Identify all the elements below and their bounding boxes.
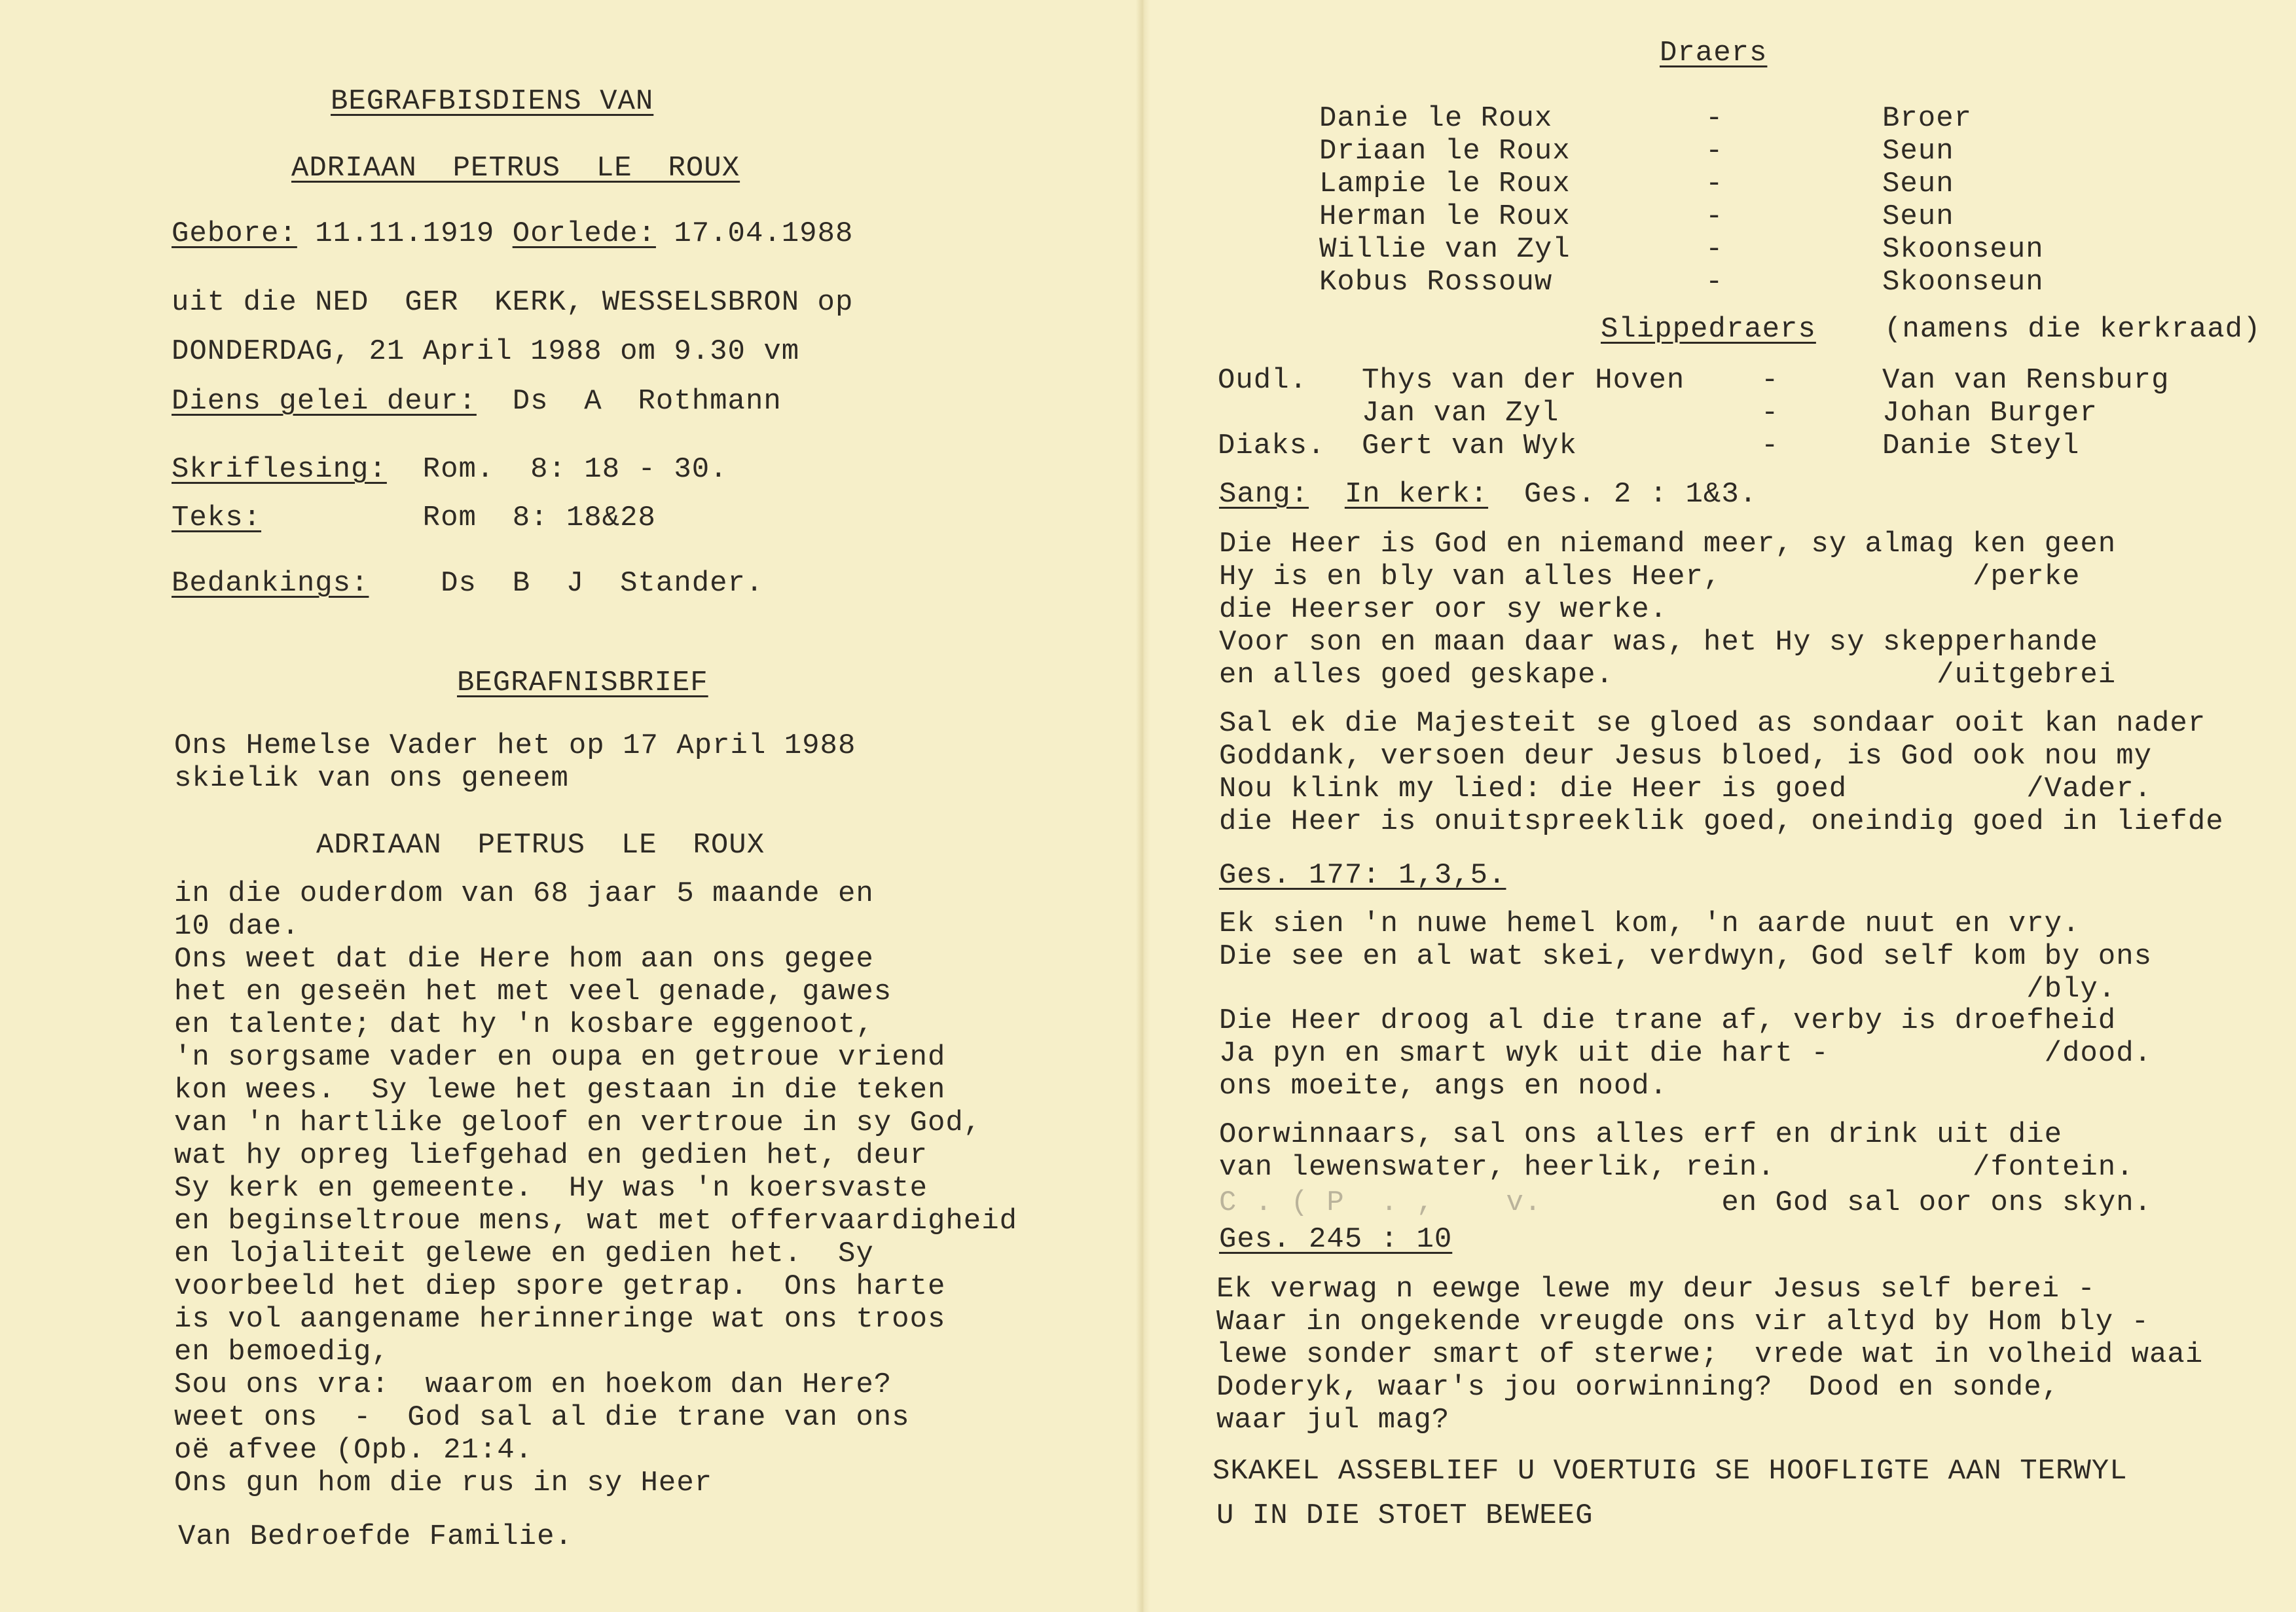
pall-dash: -	[1761, 397, 1779, 430]
born-value: 11.11.1919	[315, 217, 495, 250]
pall-dash: -	[1761, 430, 1779, 462]
bearer-name: Driaan le Roux	[1319, 135, 1571, 168]
letter-body-line: Ons weet dat die Here hom aan ons gegee	[174, 943, 874, 976]
letter-body	[174, 877, 1017, 1499]
thanks-label: Bedankings:	[172, 567, 369, 600]
hymn-line: Hy is en bly van alles Heer, /perke	[1219, 560, 2081, 593]
bearer-name: Willie van Zyl	[1319, 233, 1571, 266]
hymn2-label: Ges. 177: 1,3,5.	[1219, 859, 1506, 892]
letter-heading: BEGRAFNISBRIEF	[457, 667, 708, 699]
hymn-line: Die Heer droog al die trane af, verby is droefheid	[1219, 1004, 2117, 1037]
hymn-line: ons moeite, angs en nood.	[1219, 1070, 1668, 1103]
letter-body-line: in die ouderdom van 68 jaar 5 maande en	[174, 877, 874, 910]
letter-body-line: en beginseltroue mens, wat met offervaardigheid	[174, 1205, 1018, 1237]
hymn2-verse1	[1219, 907, 2152, 1006]
bearer-relation: Seun	[1882, 135, 1954, 168]
bearer-relation: Seun	[1882, 168, 1954, 200]
pall-title: Oudl.	[1218, 364, 1308, 397]
hymn1-verse1	[1219, 528, 2116, 691]
date-line: DONDERDAG, 21 April 1988 om 9.30 vm	[172, 335, 800, 368]
faded-text: C . ( P . , v.	[1219, 1186, 1542, 1219]
thanks-value: Ds B J Stander.	[441, 567, 764, 600]
died-value: 17.04.1988	[674, 217, 854, 250]
bearer-relation: Seun	[1882, 200, 1954, 233]
letter-intro	[174, 729, 856, 795]
hymn2-verse3-last	[1219, 1186, 2152, 1219]
hymn-line: Goddank, versoen deur Jesus bloed, is God ook nou my	[1219, 740, 2153, 773]
letter-body-line: oë afvee (Opb. 21:4.	[174, 1434, 534, 1467]
letter-body-line: voorbeeld het diep spore getrap. Ons harte	[174, 1270, 946, 1303]
letter-body-line: 10 dae.	[174, 910, 300, 943]
bearer-dash: -	[1705, 233, 1724, 266]
signoff: Van Bedroefde Familie.	[178, 1520, 573, 1553]
letter-body-line: Ons gun hom die rus in sy Heer	[174, 1467, 713, 1499]
letter-body-line: wat hy opreg liefgehad en gedien het, deur	[174, 1139, 928, 1172]
pall-other: Van van Rensburg	[1882, 364, 2170, 397]
pall-others	[1882, 364, 2169, 462]
bearers-relations	[1882, 102, 2044, 299]
sang-label: Sang:	[1219, 478, 1309, 511]
letter-body-line: van 'n hartlike geloof en vertroue in sy God,	[174, 1107, 982, 1139]
led-label: Diens gelei deur:	[172, 385, 477, 418]
pall-title	[1218, 397, 1325, 430]
bearers-names	[1319, 102, 1571, 299]
thanks-row	[172, 567, 763, 600]
hymn3-verse	[1216, 1273, 2203, 1437]
hymn-line: waar jul mag?	[1216, 1404, 1450, 1437]
letter-body-line: is vol aangename herinneringe wat ons troos	[174, 1303, 946, 1336]
pall-name: Gert van Wyk	[1362, 430, 1577, 462]
bearer-name: Lampie le Roux	[1319, 168, 1571, 200]
sang-row	[1219, 478, 1757, 511]
letter-body-line: het en geseën het met veel genade, gawes	[174, 976, 892, 1008]
pall-other: Johan Burger	[1882, 397, 2098, 430]
bearer-dash: -	[1705, 266, 1724, 299]
reading-row	[172, 453, 728, 486]
led-row	[172, 385, 782, 418]
hymn-line: Doderyk, waar's jou oorwinning? Dood en sonde,	[1216, 1371, 2060, 1404]
hymn-line: Ek sien 'n nuwe hemel kom, 'n aarde nuut en vry.	[1219, 907, 2081, 940]
letter-body-line: Sou ons vra: waarom en hoekom dan Here?	[174, 1368, 892, 1401]
headlights-notice-line1: SKAKEL ASSEBLIEF U VOERTUIG SE HOOFLIGTE AAN TERWYL	[1212, 1455, 2128, 1488]
hymn-line: Die see en al wat skei, verdwyn, God self kom by ons	[1219, 940, 2153, 973]
bearer-relation: Skoonseun	[1882, 266, 2044, 299]
born-row	[172, 217, 853, 250]
pall-name: Thys van der Hoven	[1362, 364, 1685, 397]
pall-note: (namens die kerkraad)	[1884, 313, 2261, 346]
sang-place: In kerk:	[1344, 478, 1489, 511]
bearer-dash: -	[1705, 135, 1724, 168]
hymn-line: die Heer is onuitspreeklik goed, oneindig goed in liefde	[1219, 805, 2224, 838]
pall-name: Jan van Zyl	[1362, 397, 1559, 430]
bearer-name: Herman le Roux	[1319, 200, 1571, 233]
text-value: Rom 8: 18&28	[422, 502, 656, 534]
led-value: Ds A Rothmann	[512, 385, 782, 418]
bearer-relation: Skoonseun	[1882, 233, 2044, 266]
letter-name: ADRIAAN PETRUS LE ROUX	[316, 829, 765, 862]
page-fold	[1136, 0, 1150, 1612]
bearer-name: Danie le Roux	[1319, 102, 1553, 135]
pall-other: Danie Steyl	[1882, 430, 2080, 462]
deceased-name-heading: ADRIAAN PETRUS LE ROUX	[291, 152, 740, 185]
pall-titles	[1218, 364, 1325, 462]
headlights-notice-line2: U IN DIE STOET BEWEEG	[1216, 1499, 1594, 1532]
church-line: uit die NED GER KERK, WESSELSBRON op	[172, 286, 854, 319]
pall-dash: -	[1761, 364, 1779, 397]
hymn-line: Sal ek die Majesteit se gloed as sondaar ooit kan nader	[1219, 707, 2206, 740]
hymn-line: van lewenswater, heerlik, rein. /fontein.	[1219, 1151, 2134, 1184]
hymn-line: Voor son en maan daar was, het Hy sy skepperhande	[1219, 626, 2098, 659]
letter-body-line: kon wees. Sy lewe het gestaan in die teken	[174, 1074, 946, 1107]
bearer-dash: -	[1705, 168, 1724, 200]
bearer-relation: Broer	[1882, 102, 1973, 135]
text-row	[172, 502, 656, 534]
bearer-name: Kobus Rossouw	[1319, 266, 1553, 299]
hymn-line: Oorwinnaars, sal ons alles erf en drink uit die	[1219, 1118, 2063, 1151]
letter-body-line: en bemoedig,	[174, 1336, 390, 1368]
letter-body-line: en lojaliteit gelewe en gedien het. Sy	[174, 1237, 874, 1270]
text-label: Teks:	[172, 502, 262, 534]
hymn-line: Nou klink my lied: die Heer is goed /Vader.	[1219, 773, 2153, 805]
hymn-line: en alles goed geskape. /uitgebrei	[1219, 659, 2117, 691]
bearers-dashes	[1705, 102, 1723, 299]
hymn3-label: Ges. 245 : 10	[1219, 1223, 1453, 1256]
hymn-line: Ek verwag n eewge lewe my deur Jesus self berei -	[1216, 1273, 2096, 1306]
letter-intro-line: Ons Hemelse Vader het op 17 April 1988	[174, 729, 856, 762]
bearer-dash: -	[1705, 102, 1724, 135]
sang-value: Ges. 2 : 1&3.	[1523, 478, 1758, 511]
hymn-line: lewe sonder smart of sterwe; vrede wat in volheid waai	[1216, 1338, 2204, 1371]
hymn-line: Waar in ongekende vreugde ons vir altyd by Hom bly -	[1216, 1306, 2150, 1338]
letter-body-line: weet ons - God sal al die trane van ons	[174, 1401, 910, 1434]
letter-body-line: en talente; dat hy 'n kosbare eggenoot,	[174, 1008, 874, 1041]
pall-names	[1362, 364, 1685, 462]
born-label: Gebore:	[172, 217, 297, 250]
letter-intro-line: skielik van ons geneem	[174, 762, 569, 795]
bearer-dash: -	[1705, 200, 1724, 233]
hymn2-verse2	[1219, 1004, 2152, 1103]
hymn-line: Die Heer is God en niemand meer, sy almag ken geen	[1219, 528, 2117, 560]
reading-label: Skriflesing:	[172, 453, 387, 486]
pall-dashes	[1761, 364, 1779, 462]
hymn-line: die Heerser oor sy werke.	[1219, 593, 1668, 626]
service-title: BEGRAFBISDIENS VAN	[331, 85, 654, 118]
reading-value: Rom. 8: 18 - 30.	[422, 453, 728, 486]
pall-heading: Slippedraers	[1601, 313, 1816, 346]
hymn-line: /bly.	[1219, 973, 2117, 1006]
letter-body-line: Sy kerk en gemeente. Hy was 'n koersvaste	[174, 1172, 928, 1205]
hymn2-verse3	[1219, 1118, 2134, 1184]
hymn1-verse2	[1219, 707, 2224, 838]
letter-body-line: 'n sorgsame vader en oupa en getroue vriend	[174, 1041, 946, 1074]
died-label: Oorlede:	[512, 217, 656, 250]
pall-title: Diaks.	[1218, 430, 1326, 462]
bearers-heading: Draers	[1660, 37, 1768, 69]
hymn-line: en God sal oor ons skyn.	[1721, 1186, 2153, 1219]
hymn-line: Ja pyn en smart wyk uit die hart - /dood.	[1219, 1037, 2153, 1070]
